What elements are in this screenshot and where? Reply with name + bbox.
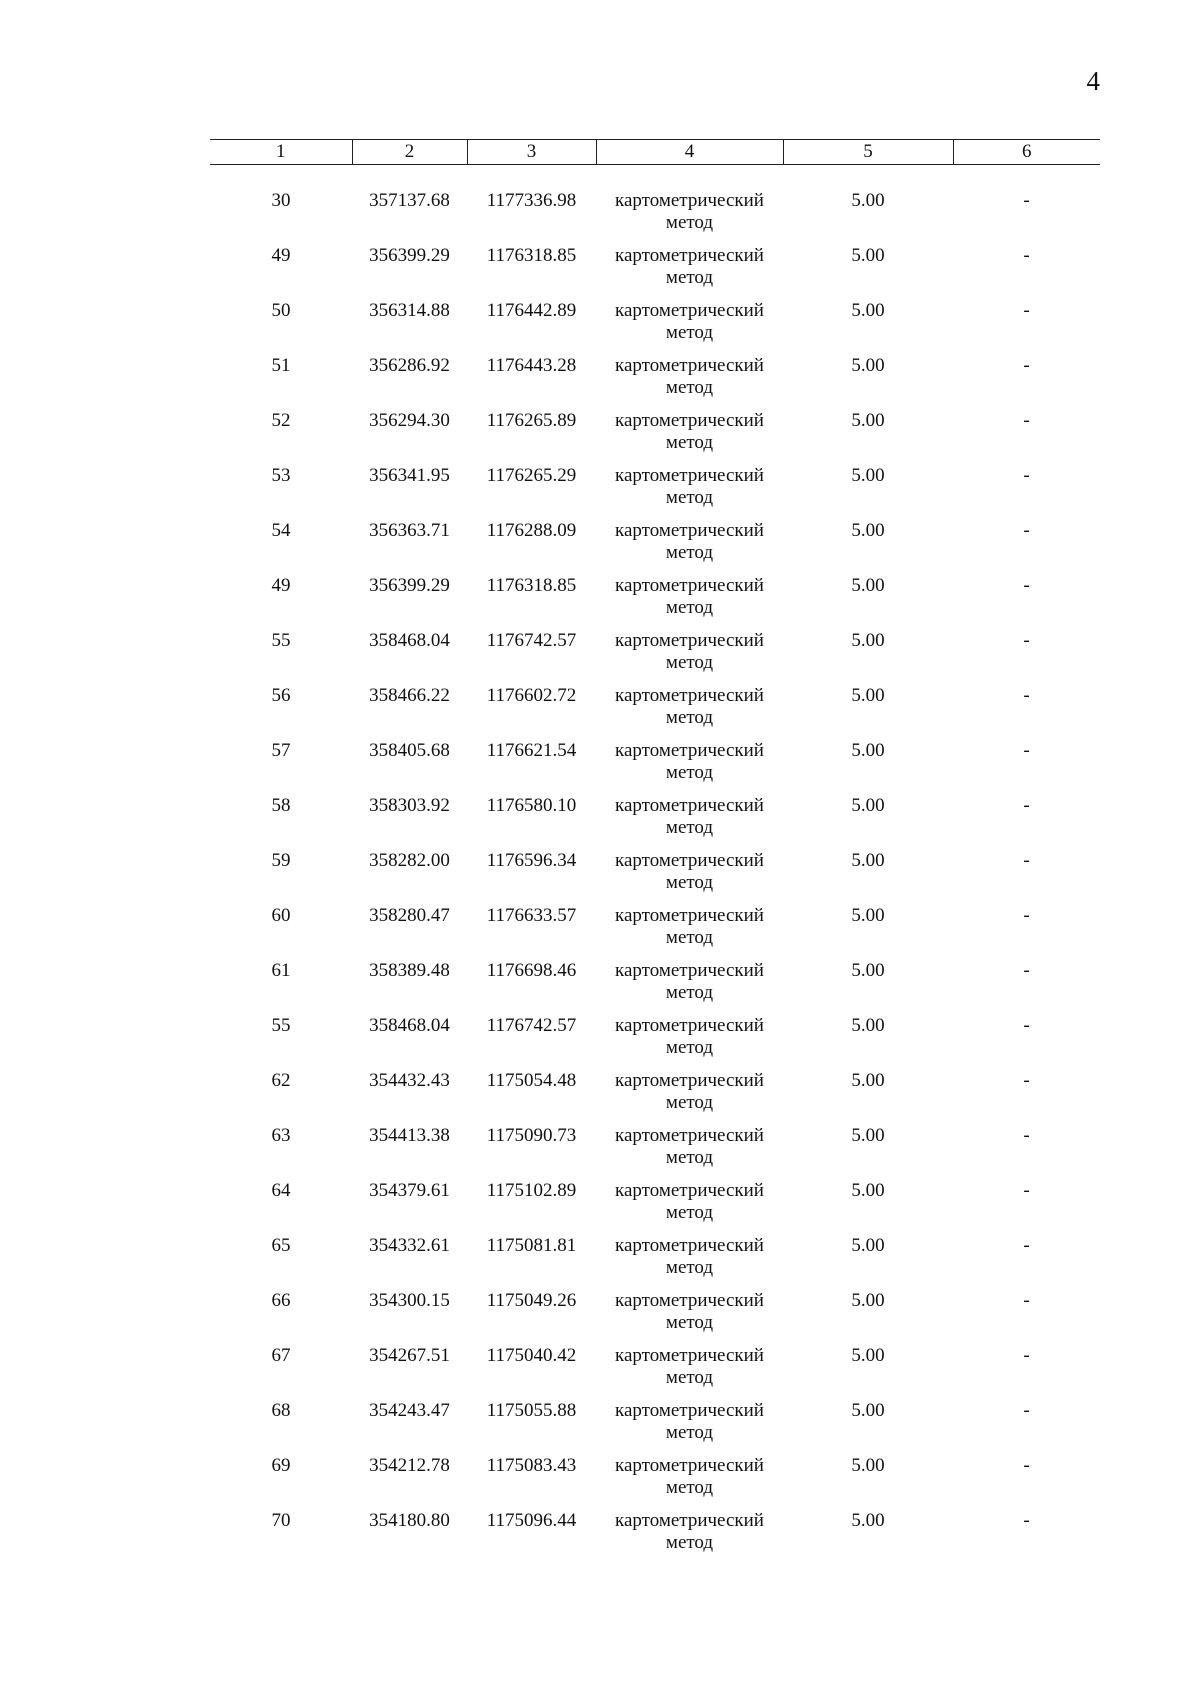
method-line-1: картометрический [615,960,764,981]
table-row [210,465,1100,520]
method-line-2: метод [665,982,714,1003]
table-row [210,355,1100,410]
point-number: 59 [271,850,291,871]
point-number: 69 [271,1455,291,1476]
method-line-2: метод [665,542,714,563]
coord-y: 1176742.57 [486,1015,577,1036]
note: - [1023,1510,1030,1531]
table-row [210,685,1100,740]
accuracy: 5.00 [851,190,885,211]
method-line-2: метод [665,212,714,233]
method-cell [596,1070,783,1125]
accuracy: 5.00 [851,1125,885,1146]
method-line-1: картометрический [615,410,764,431]
table-row [210,1125,1100,1180]
note: - [1023,1070,1030,1091]
method-line-1: картометрический [615,1455,764,1476]
coord-y: 1176698.46 [486,960,577,981]
coord-x: 354413.38 [369,1125,450,1146]
note: - [1023,1180,1030,1201]
point-number: 64 [271,1180,291,1201]
note: - [1023,1400,1030,1421]
method-line-1: картометрический [615,575,764,596]
method-cell [596,1400,783,1455]
point-number: 56 [271,685,291,706]
point-number: 58 [271,795,291,816]
accuracy: 5.00 [851,1290,885,1311]
coord-x: 354379.61 [369,1180,450,1201]
method-cell [596,1125,783,1180]
table-row [210,630,1100,685]
point-number: 50 [271,300,291,321]
method-cell [596,905,783,960]
method-cell [596,850,783,905]
method-cell [596,1510,783,1565]
accuracy: 5.00 [851,1015,885,1036]
table-row [210,520,1100,575]
point-number: 55 [271,1015,291,1036]
method-line-1: картометрический [615,685,764,706]
coord-x: 358282.00 [369,850,450,871]
method-line-1: картометрический [615,1015,764,1036]
coord-x: 358405.68 [369,740,450,761]
point-number: 62 [271,1070,291,1091]
accuracy: 5.00 [851,1455,885,1476]
header-col-2: 2 [352,140,467,165]
table-row [210,1510,1100,1565]
method-line-1: картометрический [615,245,764,266]
method-line-1: картометрический [615,190,764,211]
point-number: 51 [271,355,291,376]
accuracy: 5.00 [851,960,885,981]
method-cell [596,190,783,245]
method-line-2: метод [665,762,714,783]
note: - [1023,960,1030,981]
coord-y: 1175096.44 [486,1510,577,1531]
method-cell [596,1290,783,1345]
note: - [1023,410,1030,431]
method-line-2: метод [665,1312,714,1333]
method-cell [596,410,783,465]
accuracy: 5.00 [851,410,885,431]
method-cell [596,685,783,740]
table-row [210,740,1100,795]
table-row [210,300,1100,355]
header-col-6: 6 [953,140,1100,165]
method-cell [596,1345,783,1400]
point-number: 61 [271,960,291,981]
note: - [1023,740,1030,761]
coord-y: 1176621.54 [486,740,577,761]
note: - [1023,300,1030,321]
table-row [210,190,1100,245]
coord-x: 356294.30 [369,410,450,431]
accuracy: 5.00 [851,1235,885,1256]
method-line-2: метод [665,267,714,288]
method-cell [596,465,783,520]
method-line-1: картометрический [615,905,764,926]
table-row [210,410,1100,465]
note: - [1023,245,1030,266]
method-line-2: метод [665,707,714,728]
table-row [210,245,1100,300]
coord-x: 358466.22 [369,685,450,706]
table-row [210,1400,1100,1455]
coordinates-table [210,139,1100,1565]
coord-x: 354212.78 [369,1455,450,1476]
method-line-2: метод [665,1202,714,1223]
note: - [1023,1455,1030,1476]
table-body [210,165,1100,1566]
method-cell [596,355,783,410]
method-cell [596,795,783,850]
page-number: 4 [1086,66,1100,96]
coord-x: 358303.92 [369,795,450,816]
method-line-2: метод [665,1037,714,1058]
method-cell [596,740,783,795]
method-line-2: метод [665,652,714,673]
method-line-2: метод [665,1147,714,1168]
accuracy: 5.00 [851,685,885,706]
note: - [1023,465,1030,486]
method-cell [596,1180,783,1235]
method-line-1: картометрический [615,355,764,376]
point-number: 57 [271,740,291,761]
note: - [1023,355,1030,376]
header-col-3: 3 [467,140,596,165]
method-line-1: картометрический [615,1125,764,1146]
note: - [1023,1235,1030,1256]
coord-y: 1175055.88 [486,1400,577,1421]
method-line-2: метод [665,1092,714,1113]
point-number: 55 [271,630,291,651]
method-line-1: картометрический [615,520,764,541]
accuracy: 5.00 [851,795,885,816]
table-row [210,1290,1100,1345]
coord-x: 358280.47 [369,905,450,926]
point-number: 70 [271,1510,291,1531]
note: - [1023,630,1030,651]
coord-x: 358468.04 [369,1015,450,1036]
coord-y: 1176580.10 [486,795,577,816]
accuracy: 5.00 [851,630,885,651]
table-row [210,1180,1100,1235]
method-line-2: метод [665,487,714,508]
note: - [1023,905,1030,926]
coord-x: 358468.04 [369,630,450,651]
accuracy: 5.00 [851,520,885,541]
method-line-2: метод [665,1257,714,1278]
point-number: 68 [271,1400,291,1421]
coord-x: 354432.43 [369,1070,450,1091]
accuracy: 5.00 [851,1070,885,1091]
point-number: 63 [271,1125,291,1146]
accuracy: 5.00 [851,1345,885,1366]
method-line-1: картометрический [615,300,764,321]
coord-x: 356399.29 [369,575,450,596]
method-line-2: метод [665,927,714,948]
coord-x: 356399.29 [369,245,450,266]
method-cell [596,520,783,575]
note: - [1023,850,1030,871]
table-row [210,1070,1100,1125]
note: - [1023,575,1030,596]
table-row [210,960,1100,1015]
point-number: 30 [271,190,291,211]
table-row [210,575,1100,630]
method-line-1: картометрический [615,850,764,871]
note: - [1023,1345,1030,1366]
point-number: 52 [271,410,291,431]
coord-y: 1176265.89 [486,410,577,431]
method-cell [596,575,783,630]
coord-x: 354243.47 [369,1400,450,1421]
coord-y: 1175040.42 [486,1345,577,1366]
point-number: 65 [271,1235,291,1256]
coord-y: 1176318.85 [486,575,577,596]
table-row [210,1015,1100,1070]
method-cell [596,960,783,1015]
accuracy: 5.00 [851,245,885,266]
accuracy: 5.00 [851,740,885,761]
accuracy: 5.00 [851,905,885,926]
header-col-1: 1 [210,140,352,165]
coord-y: 1175081.81 [486,1235,577,1256]
method-cell [596,1235,783,1290]
method-line-2: метод [665,322,714,343]
table-row [210,850,1100,905]
coord-y: 1176633.57 [486,905,577,926]
note: - [1023,190,1030,211]
header-col-5: 5 [783,140,953,165]
table-row [210,795,1100,850]
point-number: 60 [271,905,291,926]
coord-y: 1177336.98 [486,190,577,211]
method-line-1: картометрический [615,795,764,816]
method-line-1: картометрический [615,1070,764,1091]
header-row [210,140,1100,165]
method-cell [596,1455,783,1510]
coord-y: 1175102.89 [486,1180,577,1201]
method-line-2: метод [665,1367,714,1388]
method-cell [596,1015,783,1070]
coord-y: 1175083.43 [486,1455,577,1476]
method-line-1: картометрический [615,1400,764,1421]
coord-y: 1176288.09 [486,520,577,541]
accuracy: 5.00 [851,575,885,596]
method-line-1: картометрический [615,1180,764,1201]
coord-y: 1175054.48 [486,1070,577,1091]
coord-x: 358389.48 [369,960,450,981]
method-cell [596,245,783,300]
method-line-1: картометрический [615,1510,764,1531]
coord-x: 357137.68 [369,190,450,211]
coord-x: 356314.88 [369,300,450,321]
spacer-row [210,165,1100,191]
note: - [1023,1125,1030,1146]
accuracy: 5.00 [851,1510,885,1531]
coord-x: 356286.92 [369,355,450,376]
method-cell [596,300,783,355]
coord-y: 1175090.73 [486,1125,577,1146]
point-number: 49 [271,245,291,266]
note: - [1023,685,1030,706]
point-number: 53 [271,465,291,486]
point-number: 66 [271,1290,291,1311]
table-header [210,140,1100,165]
method-line-2: метод [665,817,714,838]
accuracy: 5.00 [851,465,885,486]
coord-y: 1176442.89 [486,300,577,321]
point-number: 49 [271,575,291,596]
table-row [210,1455,1100,1510]
method-line-2: метод [665,377,714,398]
coord-x: 354300.15 [369,1290,450,1311]
coord-y: 1176265.29 [486,465,577,486]
coord-y: 1176742.57 [486,630,577,651]
method-line-1: картометрический [615,1345,764,1366]
accuracy: 5.00 [851,1180,885,1201]
coord-x: 354267.51 [369,1345,450,1366]
method-line-2: метод [665,432,714,453]
point-number: 54 [271,520,291,541]
accuracy: 5.00 [851,300,885,321]
method-line-1: картометрический [615,1235,764,1256]
table-row [210,1235,1100,1290]
note: - [1023,795,1030,816]
coord-x: 354332.61 [369,1235,450,1256]
coord-y: 1176443.28 [486,355,577,376]
coord-y: 1175049.26 [486,1290,577,1311]
method-line-2: метод [665,872,714,893]
method-line-2: метод [665,597,714,618]
method-line-1: картометрический [615,1290,764,1311]
table-row [210,1345,1100,1400]
method-cell [596,630,783,685]
accuracy: 5.00 [851,355,885,376]
coord-x: 356341.95 [369,465,450,486]
method-line-2: метод [665,1477,714,1498]
method-line-2: метод [665,1422,714,1443]
coord-x: 354180.80 [369,1510,450,1531]
note: - [1023,1015,1030,1036]
coord-y: 1176596.34 [486,850,577,871]
note: - [1023,520,1030,541]
accuracy: 5.00 [851,850,885,871]
table-row [210,905,1100,960]
method-line-1: картометрический [615,740,764,761]
note: - [1023,1290,1030,1311]
point-number: 67 [271,1345,291,1366]
method-line-1: картометрический [615,630,764,651]
coord-y: 1176602.72 [486,685,577,706]
coord-x: 356363.71 [369,520,450,541]
accuracy: 5.00 [851,1400,885,1421]
coord-y: 1176318.85 [486,245,577,266]
method-line-1: картометрический [615,465,764,486]
header-col-4: 4 [596,140,783,165]
method-line-2: метод [665,1532,714,1553]
